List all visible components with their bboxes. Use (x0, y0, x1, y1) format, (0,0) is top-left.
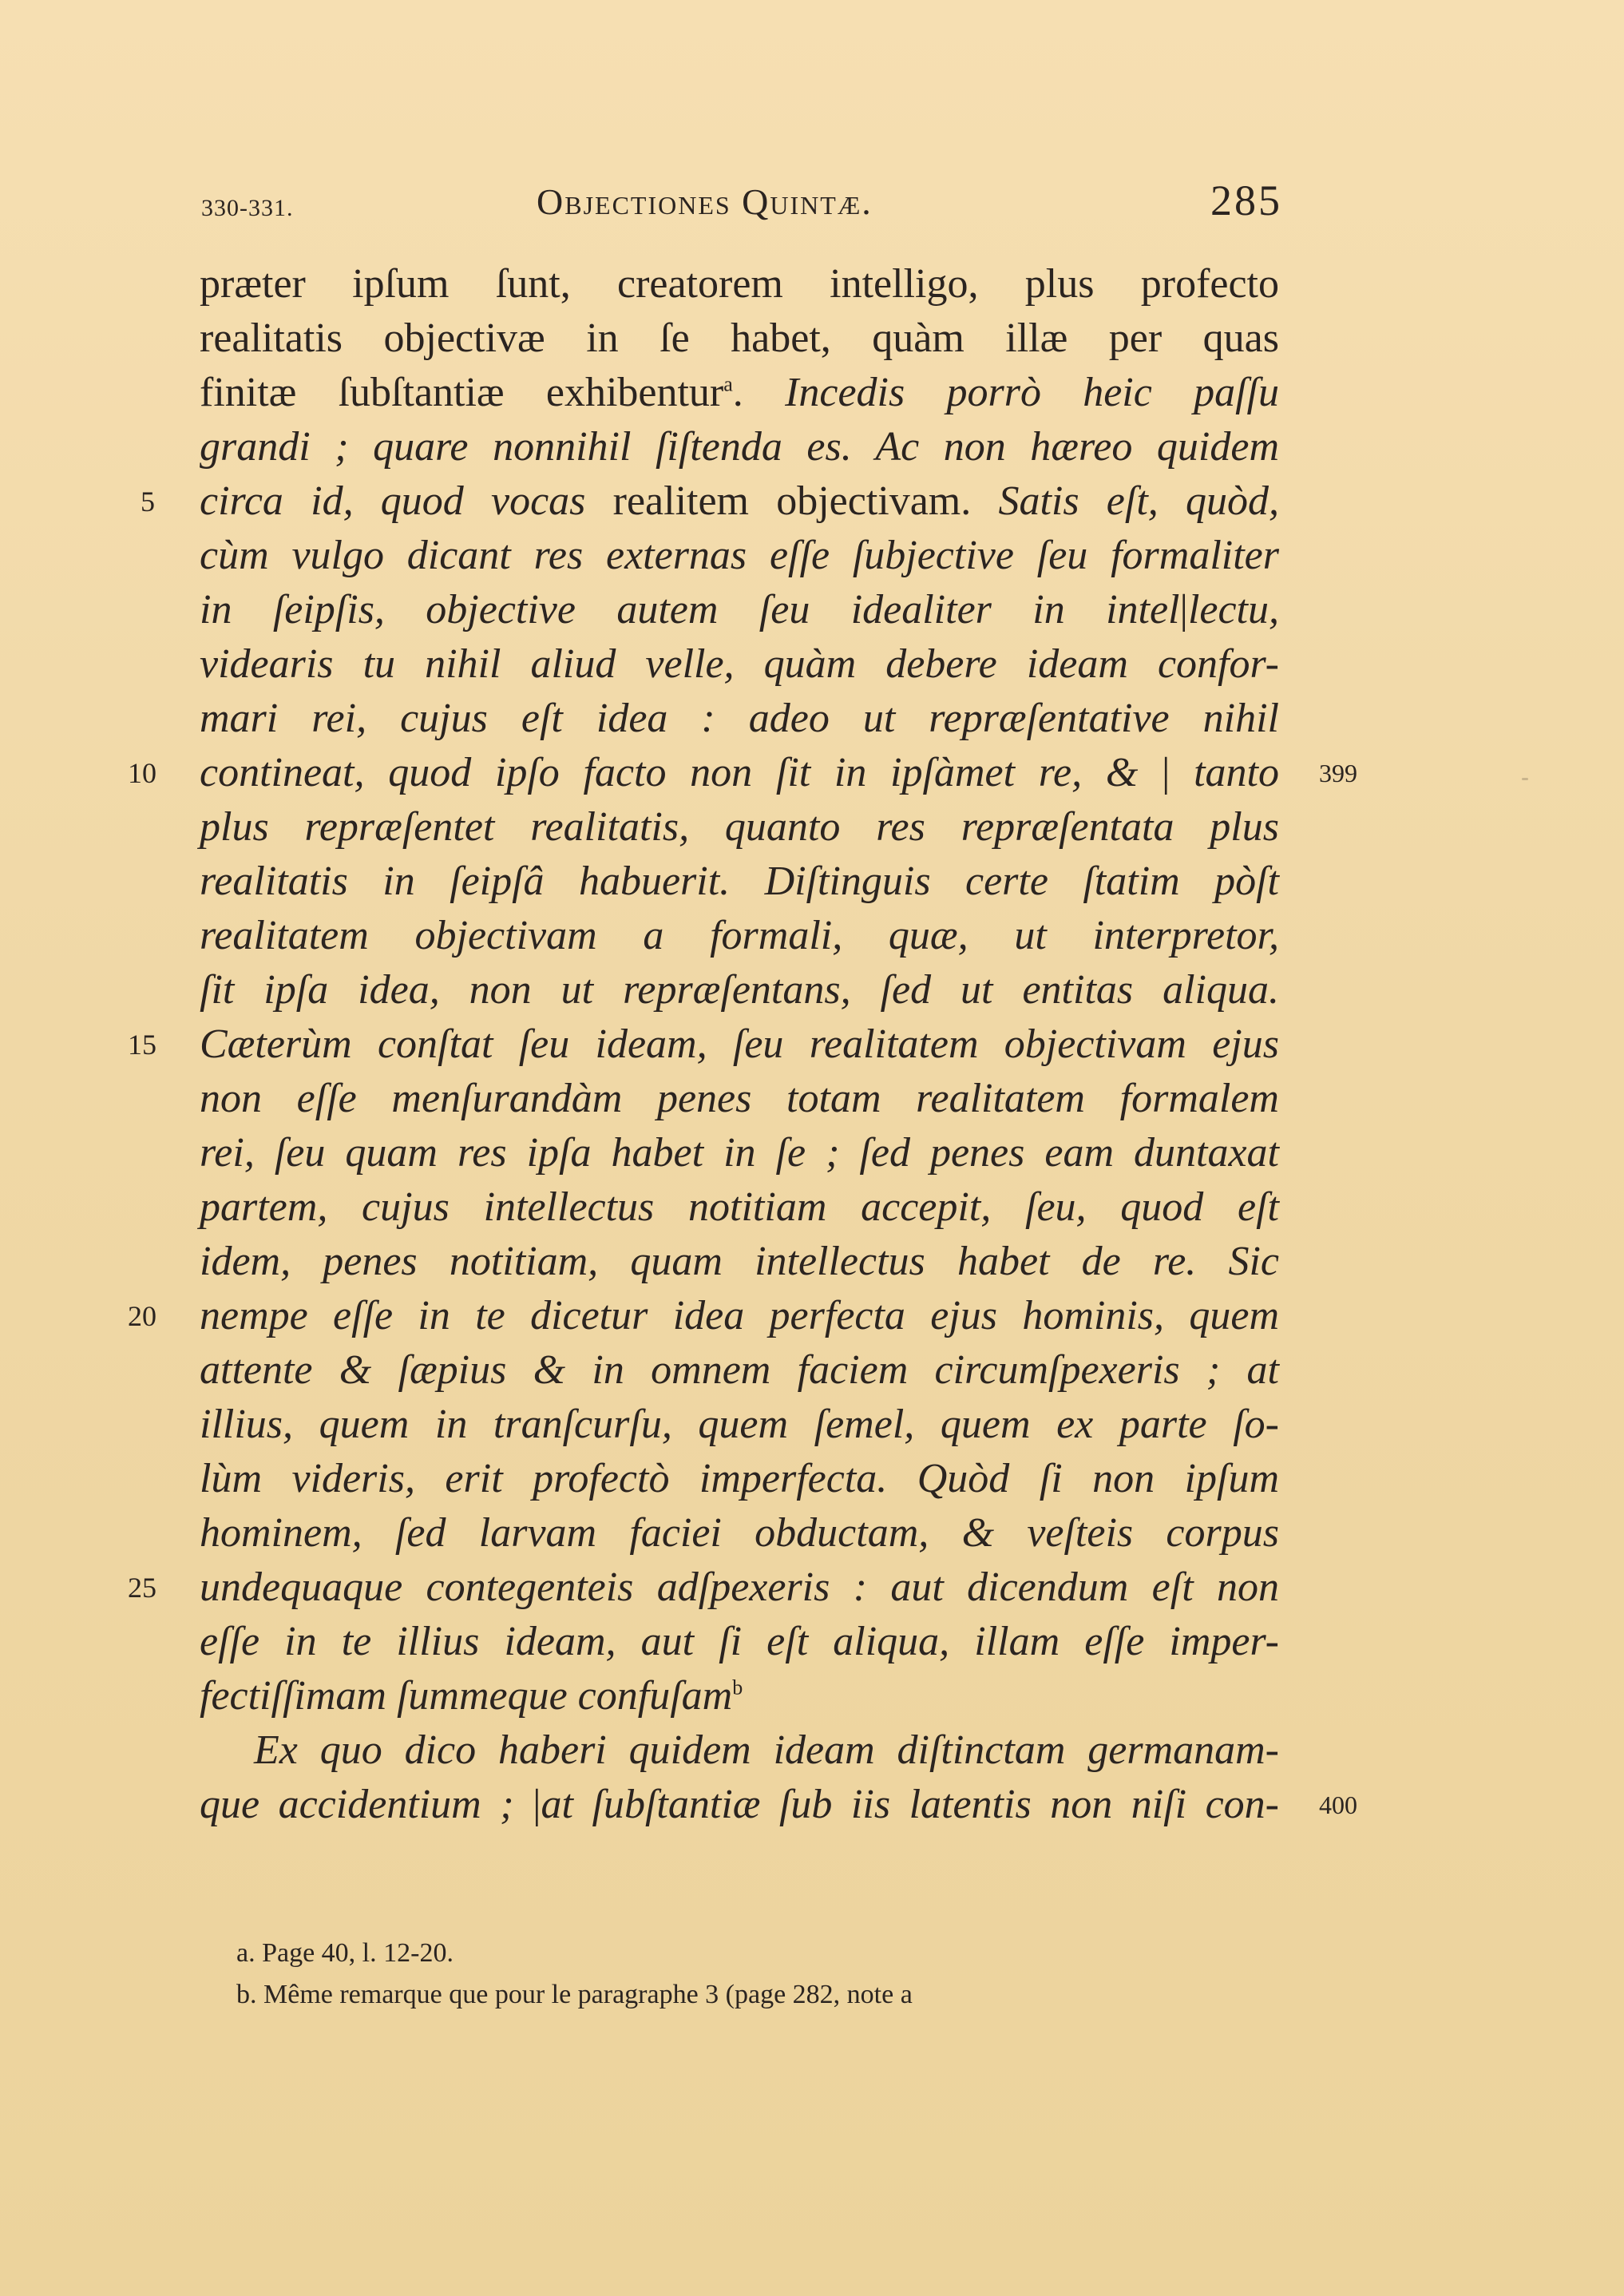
text-line: que accidentium ; |at ſubſtantiæ ſub iis latentis non niſi con- (200, 1782, 1279, 1827)
line-number: 10 (128, 757, 156, 789)
text-line: partem, cujus intellectus notitiam accepit, ſeu, quod eſt (200, 1184, 1279, 1230)
text-line: idem, penes notitiam, quam intellectus habet de re. Sic (200, 1239, 1279, 1284)
footnote-ref-b[interactable]: b (732, 1675, 743, 1699)
text-line: fectiſſimam ſummeque confuſam$^b$ (200, 1673, 743, 1719)
footnote-ref-a[interactable]: a (723, 372, 733, 396)
page-break-marker: | (1179, 587, 1188, 632)
text-line: eſſe in te illius ideam, aut ſi eſt aliqua, illam eſſe imper- (200, 1619, 1279, 1664)
text-line: nempe eſſe in te dicetur idea perfecta ejus hominis, quem (200, 1293, 1279, 1338)
text-line: circa id, quod vocas realitem objectivam. Satis eſt, quòd, (200, 478, 1279, 524)
header-page-range: 330-331. (201, 195, 294, 221)
page-break-marker: | (1161, 750, 1170, 795)
text-line: non eſſe menſurandàm penes totam realitatem formalem (200, 1076, 1279, 1121)
text-line: grandi ; quare nonnihil ſiſtenda es. Ac non hæreo quidem (200, 424, 1279, 470)
text-line: realitatis in ſeipſâ habuerit. Diſtinguis certe ſtatim pòſt (200, 859, 1279, 904)
text-line: illius, quem in tranſcurſu, quem ſemel, quem ex parte ſo- (200, 1402, 1279, 1447)
margin-reference: 400 (1319, 1790, 1357, 1819)
text-line: finitæ ſubſtantiæ exhibentur$^a$. Incedis porrò heic paſſu (200, 370, 1279, 415)
running-header (0, 176, 1624, 232)
text-line: in ſeipſis, objective autem ſeu idealiter in intel|lectu, (200, 587, 1279, 632)
text-line: undequaque contegenteis adſpexeris : aut dicendum eſt non (200, 1564, 1279, 1610)
text-line: rei, ſeu quam res ipſa habet in ſe ; ſed penes eam duntaxat (200, 1130, 1279, 1176)
text-line: Ex quo dico haberi quidem ideam diſtinctam germanam- (254, 1727, 1279, 1773)
header-title: Objectiones Quintæ. (537, 181, 873, 222)
text-line: ſit ipſa idea, non ut repræſentans, ſed ut entitas aliqua. (200, 967, 1279, 1013)
text-line: attente & ſæpius & in omnem faciem circumſpexeris ; at (200, 1347, 1279, 1393)
footnote-a: a. Page 40, l. 12-20. (236, 1938, 454, 1968)
page-break-marker: | (533, 1782, 541, 1827)
text-line: realitatis objectivæ in ſe habet, quàm illæ per quas (200, 315, 1279, 361)
paper-speck (1522, 778, 1528, 780)
text-line: realitatem objectivam a formali, quæ, ut interpretor, (200, 913, 1279, 958)
text-line: contineat, quod ipſo facto non ſit in ipſàmet re, & | tanto (200, 750, 1280, 795)
text-line: plus repræſentet realitatis, quanto res repræſentata plus (200, 804, 1279, 850)
line-number: 20 (128, 1300, 156, 1332)
margin-reference: 399 (1319, 759, 1357, 787)
text-line: Cæterùm conſtat ſeu ideam, ſeu realitatem objectivam ejus (200, 1021, 1279, 1067)
text-line: cùm vulgo dicant res externas eſſe ſubjective ſeu formaliter (200, 533, 1279, 578)
footnote-b: b. Même remarque que pour le paragraphe 3 (page 282, note a (236, 1980, 913, 2009)
page-number: 285 (1210, 176, 1282, 224)
text-line: videaris tu nihil aliud velle, quàm debere ideam confor- (200, 641, 1279, 687)
line-number: 25 (128, 1572, 156, 1604)
text-line: mari rei, cujus eſt idea : adeo ut repræſentative nihil (200, 696, 1279, 741)
text-line: præter ipſum ſunt, creatorem intelligo, plus profecto (200, 261, 1279, 307)
line-number: 15 (128, 1029, 156, 1061)
text-line: hominem, ſed larvam faciei obductam, & veſteis corpus (200, 1510, 1279, 1556)
text-line: lùm videris, erit profectò imperfecta. Quòd ſi non ipſum (200, 1456, 1279, 1501)
line-number: 5 (141, 486, 155, 517)
